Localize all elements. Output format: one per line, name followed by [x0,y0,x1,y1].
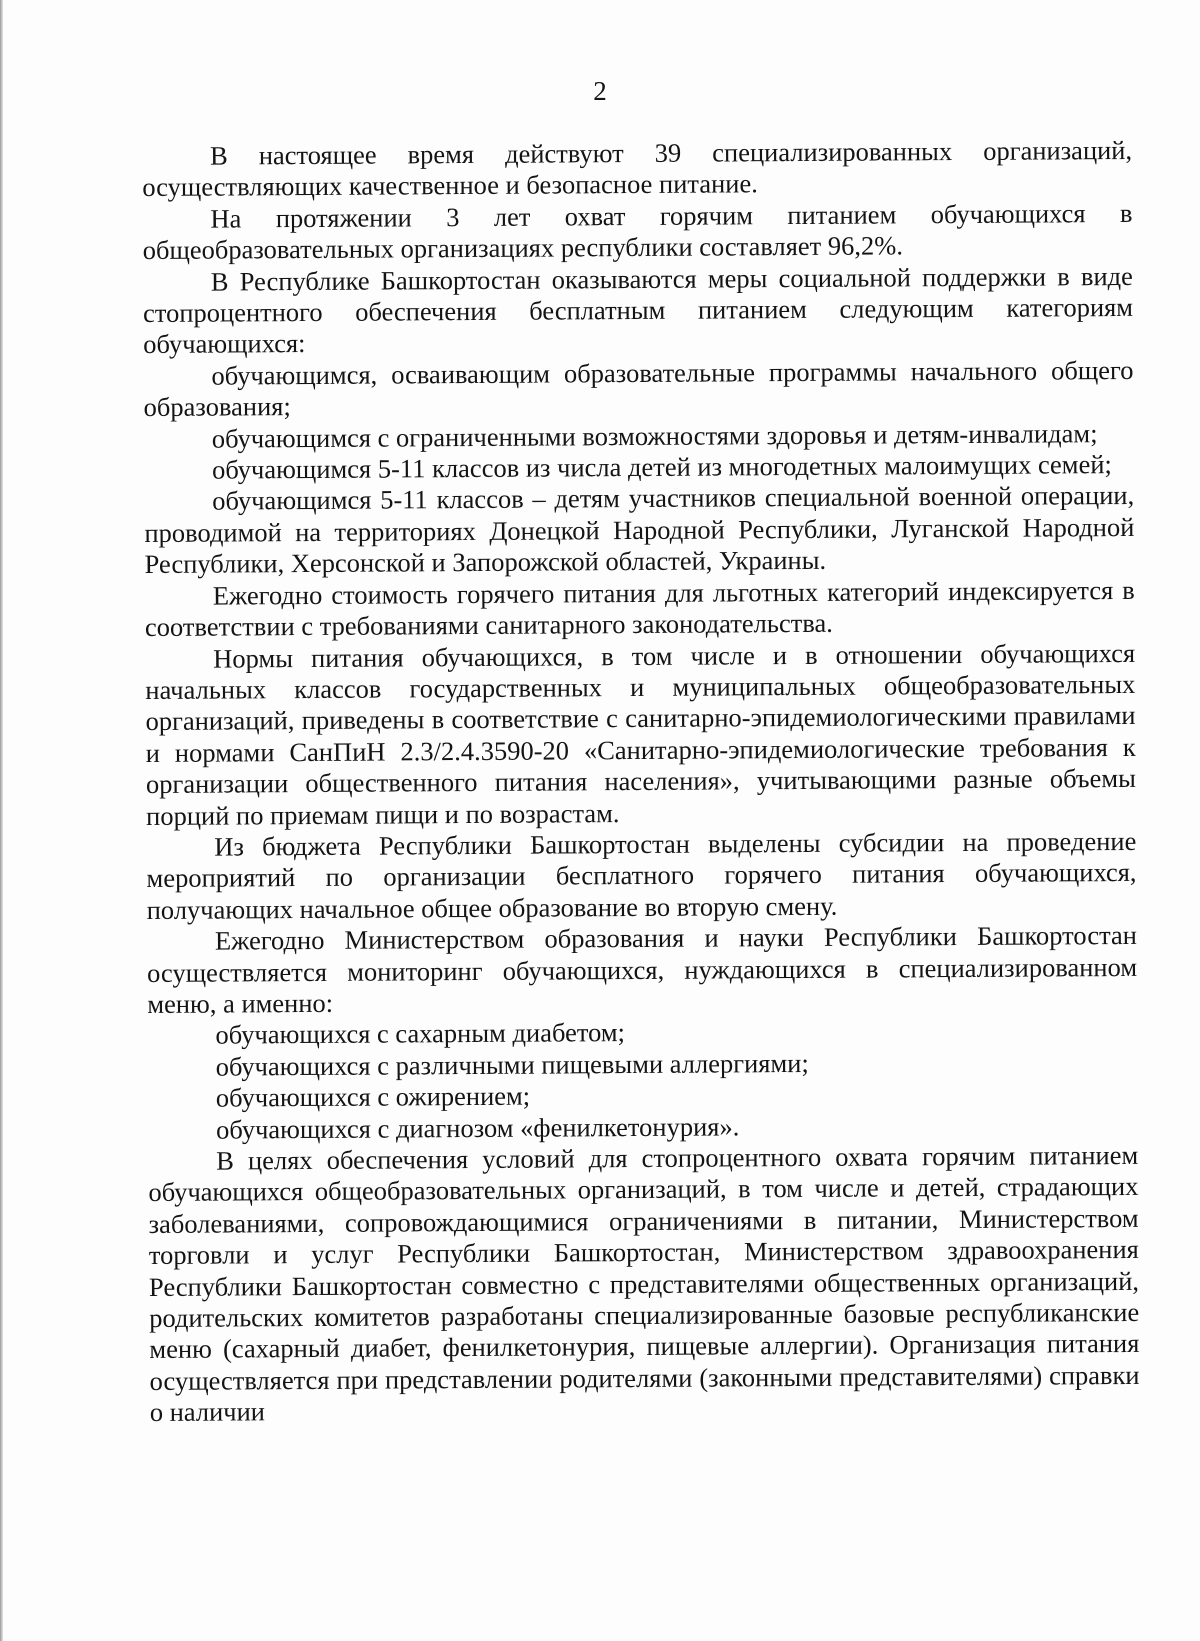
paragraph-monitoring: Ежегодно Министерством образования и науки Республики Башкортостан осуществляется мониторинг обучающихся, нуждающихся в специализированном меню, а именно: [146,920,1138,1019]
list-item: обучающимся 5-11 классов из числа детей из многодетных малоимущих семей; [211,449,1112,485]
paragraph-subsidies: Из бюджета Республики Башкортостан выделены субсидии на проведение мероприятий по организации бесплатного горячего питания обучающихся, получающих начальное общее образование во вторую смену. [146,825,1137,925]
list-item: обучающихся с ожирением; [215,1080,531,1113]
scan-edge [0,0,3,1641]
paragraph-nutrition-norms: Нормы питания обучающихся, в том числе и в отношении обучающихся начальных классов государственных и муниципальных общеобразовательных организаций, приведены в соответствие с санитарно-эпидемиологическими правилами и нормами СанПиН 2.3/2.4.3590-20 «Санитарно-эпидемиологические требования к организации общественного питания населения», учитывающими разные объемы порций по приемам пищи и по возрастам. [145,637,1137,831]
list-item: обучающимся 5-11 классов – детям участников специальной военной операции, проводимой на территориях Донецкой Народной Республики, Луганской Народной Республики, Херсонской и Запорожской областей, Украины. [144,480,1135,580]
document-body [142,135,1140,1429]
paragraph-organizations: В настоящее время действуют 39 специализированных организаций, осуществляющих качественное и безопасное питание. [142,134,1133,203]
list-item: обучающимся с ограниченными возможностями здоровья и детям-инвалидам; [211,417,1098,454]
paragraph-specialized-menu: В целях обеспечения условий для стопроцентного охвата горячим питанием обучающихся общеобразовательных организаций, в том числе и детей, страдающих заболеваниями, сопровождающимися ограничениями в питании, Министерством торговли и услуг Республики Башкортостан, Министерством здравоохранения Республики Башкортостан совместно с представителями общественных организаций, родительских комитетов разработаны специализированные базовые республиканские меню (сахарный диабет, фенилкетонурия, пищевые аллергии). Организация питания осуществляется при представлении родителями (законными представителями) справки о наличии [148,1139,1140,1428]
list-item: обучающихся с различными пищевыми аллергиями; [215,1047,809,1082]
page-number: 2 [593,76,607,106]
list-item: обучающихся с сахарным диабетом; [215,1017,626,1050]
paragraph-indexation: Ежегодно стоимость горячего питания для льготных категорий индексируется в соответствии с требованиями санитарного законодательства. [144,574,1135,643]
paragraph-coverage: На протяжении 3 лет охват горячим питанием обучающихся в общеобразовательных организациях республики составляет 96,2%. [142,197,1133,266]
paragraph-social-support: В Республике Башкортостан оказываются меры социальной поддержки в виде стопроцентного обеспечения бесплатным питанием следующим категориям обучающихся: [142,260,1134,360]
list-item: обучающимся, осваивающим образовательные программы начального общего образования; [143,354,1134,423]
list-item: обучающихся с диагнозом «фенилкетонурия». [215,1110,740,1145]
